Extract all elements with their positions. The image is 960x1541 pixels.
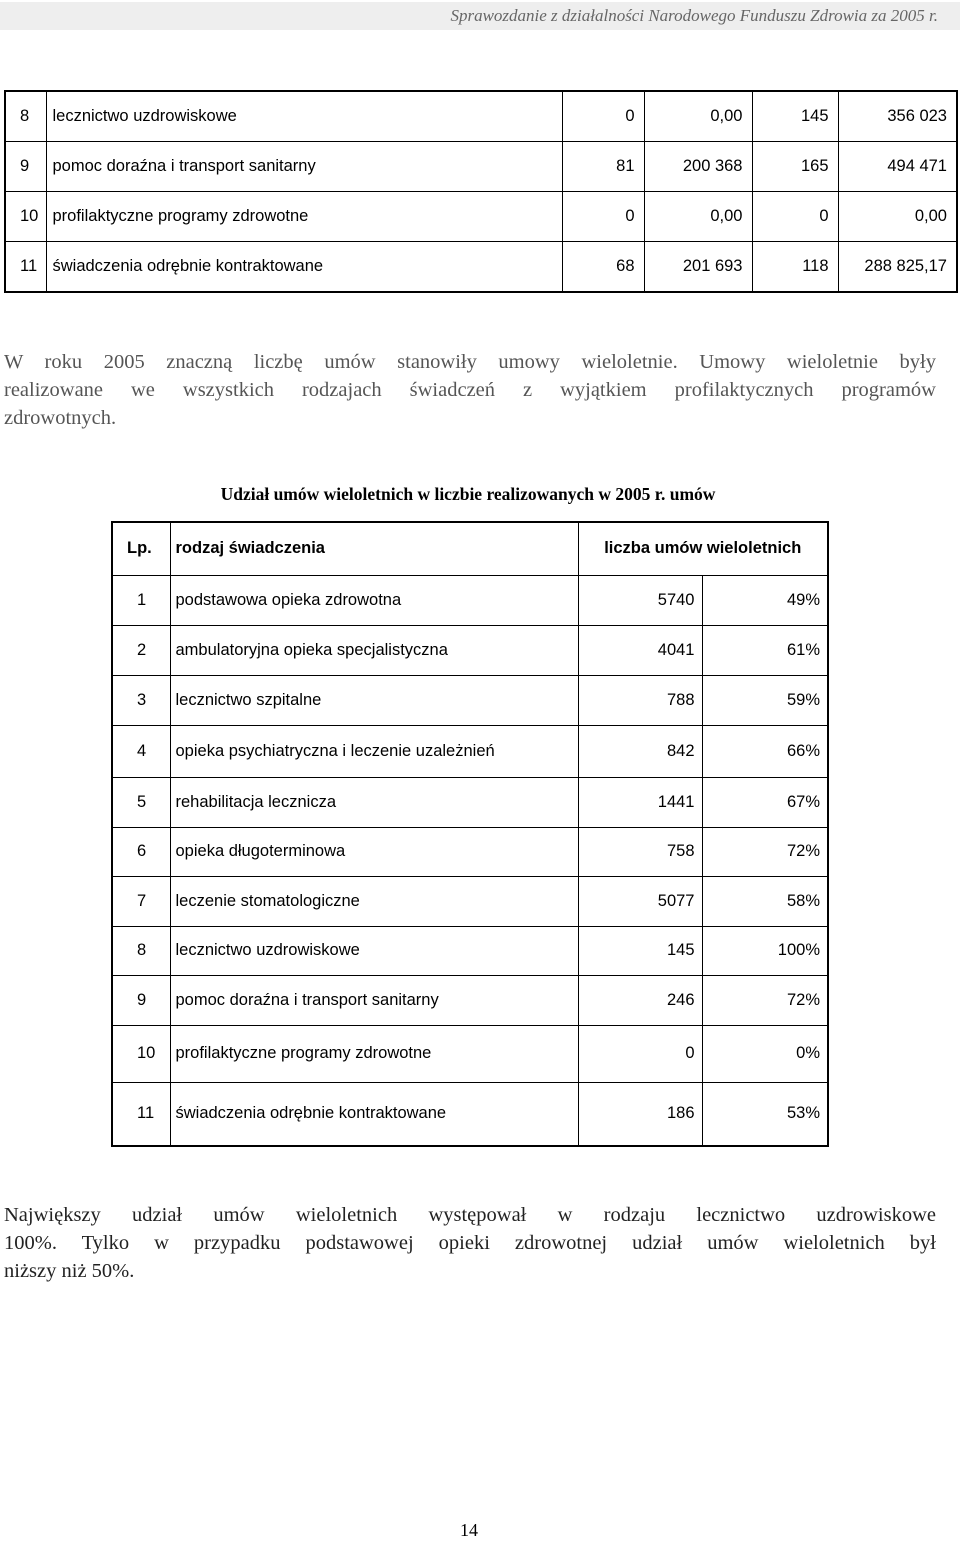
- multiyear-count: 788: [578, 675, 702, 725]
- service-type: lecznictwo szpitalne: [170, 675, 578, 725]
- table-row: [112, 827, 828, 876]
- paragraph-conclusion: [4, 1201, 936, 1285]
- service-type: świadczenia odrębnie kontraktowane: [46, 242, 562, 293]
- value-col2: 0,00: [644, 192, 752, 242]
- row-lp: 10: [112, 1025, 170, 1082]
- table-row: [112, 625, 828, 675]
- paragraph-multiyear-intro: [4, 348, 936, 432]
- running-title: Sprawozdanie z działalności Narodowego Funduszu Zdrowia za 2005 r.: [450, 6, 938, 25]
- row-lp: 10: [5, 192, 46, 242]
- page-header: [0, 2, 960, 30]
- value-col1: 0: [562, 91, 644, 142]
- multiyear-share: 72%: [702, 975, 828, 1025]
- row-lp: 3: [112, 675, 170, 725]
- row-lp: 1: [112, 575, 170, 625]
- value-col2: 201 693: [644, 242, 752, 293]
- multiyear-count: 4041: [578, 625, 702, 675]
- multiyear-count: 186: [578, 1082, 702, 1146]
- table-row: [5, 192, 957, 242]
- multiyear-count: 0: [578, 1025, 702, 1082]
- page-number: 14: [460, 1520, 478, 1540]
- paragraph-line: niższy niż 50%.: [4, 1260, 135, 1282]
- multiyear-share: 72%: [702, 827, 828, 876]
- service-type: świadczenia odrębnie kontraktowane: [170, 1082, 578, 1146]
- value-col3: 118: [752, 242, 838, 293]
- multiyear-count: 842: [578, 725, 702, 777]
- table-row: [5, 242, 957, 293]
- table-row: [112, 926, 828, 975]
- table-row: [5, 142, 957, 192]
- value-col1: 81: [562, 142, 644, 192]
- multiyear-share: 100%: [702, 926, 828, 975]
- service-type: leczenie stomatologiczne: [170, 876, 578, 926]
- row-lp: 9: [112, 975, 170, 1025]
- table-row: [112, 725, 828, 777]
- value-col2: 0,00: [644, 91, 752, 142]
- paragraph-line: Największy udział umów wieloletnich występował w rodzaju lecznictwo uzdrowiskowe: [4, 1204, 936, 1226]
- table-row: [5, 91, 957, 142]
- service-type: profilaktyczne programy zdrowotne: [46, 192, 562, 242]
- table-caption: Udział umów wieloletnich w liczbie realizowanych w 2005 r. umów: [220, 484, 716, 504]
- service-type: opieka długoterminowa: [170, 827, 578, 876]
- service-type: rehabilitacja lecznicza: [170, 777, 578, 827]
- row-lp: 8: [5, 91, 46, 142]
- multiyear-count: 145: [578, 926, 702, 975]
- multiyear-table-body: [112, 575, 828, 1146]
- paragraph-line: zdrowotnych.: [4, 407, 117, 429]
- multiyear-count: 246: [578, 975, 702, 1025]
- header-service-type: rodzaj świadczenia: [170, 522, 578, 575]
- row-lp: 7: [112, 876, 170, 926]
- row-lp: 2: [112, 625, 170, 675]
- table-row: [112, 876, 828, 926]
- value-col4: 0,00: [838, 192, 957, 242]
- row-lp: 6: [112, 827, 170, 876]
- service-type: pomoc doraźna i transport sanitarny: [170, 975, 578, 1025]
- service-type: lecznictwo uzdrowiskowe: [46, 91, 562, 142]
- contracts-table-continued: [4, 90, 958, 293]
- service-type: pomoc doraźna i transport sanitarny: [46, 142, 562, 192]
- multiyear-count: 5740: [578, 575, 702, 625]
- row-lp: 11: [5, 242, 46, 293]
- multiyear-share: 59%: [702, 675, 828, 725]
- service-type: ambulatoryjna opieka specjalistyczna: [170, 625, 578, 675]
- header-lp: Lp.: [112, 522, 170, 575]
- paragraph-line: realizowane we wszystkich rodzajach świadczeń z wyjątkiem profilaktycznych programów: [4, 379, 936, 401]
- multiyear-share: 49%: [702, 575, 828, 625]
- value-col3: 145: [752, 91, 838, 142]
- service-type: opieka psychiatryczna i leczenie uzależnień: [170, 725, 578, 777]
- multiyear-share: 61%: [702, 625, 828, 675]
- table-row: [112, 975, 828, 1025]
- row-lp: 9: [5, 142, 46, 192]
- value-col2: 200 368: [644, 142, 752, 192]
- table-row: [112, 575, 828, 625]
- table-row: [112, 777, 828, 827]
- table-row: [112, 1025, 828, 1082]
- row-lp: 4: [112, 725, 170, 777]
- multiyear-share: 67%: [702, 777, 828, 827]
- multiyear-count: 758: [578, 827, 702, 876]
- row-lp: 8: [112, 926, 170, 975]
- value-col3: 0: [752, 192, 838, 242]
- table-header-row: [112, 522, 828, 575]
- contracts-table-body: [5, 91, 957, 292]
- row-lp: 11: [112, 1082, 170, 1146]
- multiyear-share: 58%: [702, 876, 828, 926]
- value-col4: 494 471: [838, 142, 957, 192]
- service-type: profilaktyczne programy zdrowotne: [170, 1025, 578, 1082]
- multiyear-contracts-table: [111, 521, 829, 1147]
- value-col3: 165: [752, 142, 838, 192]
- service-type: lecznictwo uzdrowiskowe: [170, 926, 578, 975]
- service-type: podstawowa opieka zdrowotna: [170, 575, 578, 625]
- value-col4: 288 825,17: [838, 242, 957, 293]
- multiyear-count: 5077: [578, 876, 702, 926]
- multiyear-count: 1441: [578, 777, 702, 827]
- row-lp: 5: [112, 777, 170, 827]
- multiyear-share: 66%: [702, 725, 828, 777]
- table-row: [112, 675, 828, 725]
- multiyear-share: 53%: [702, 1082, 828, 1146]
- header-multiyear-count: liczba umów wieloletnich: [578, 522, 828, 575]
- paragraph-line: W roku 2005 znaczną liczbę umów stanowiły umowy wieloletnie. Umowy wieloletnie były: [4, 351, 936, 373]
- table-row: [112, 1082, 828, 1146]
- value-col1: 0: [562, 192, 644, 242]
- value-col4: 356 023: [838, 91, 957, 142]
- value-col1: 68: [562, 242, 644, 293]
- multiyear-share: 0%: [702, 1025, 828, 1082]
- paragraph-line: 100%. Tylko w przypadku podstawowej opieki zdrowotnej udział umów wieloletnich był: [4, 1232, 936, 1254]
